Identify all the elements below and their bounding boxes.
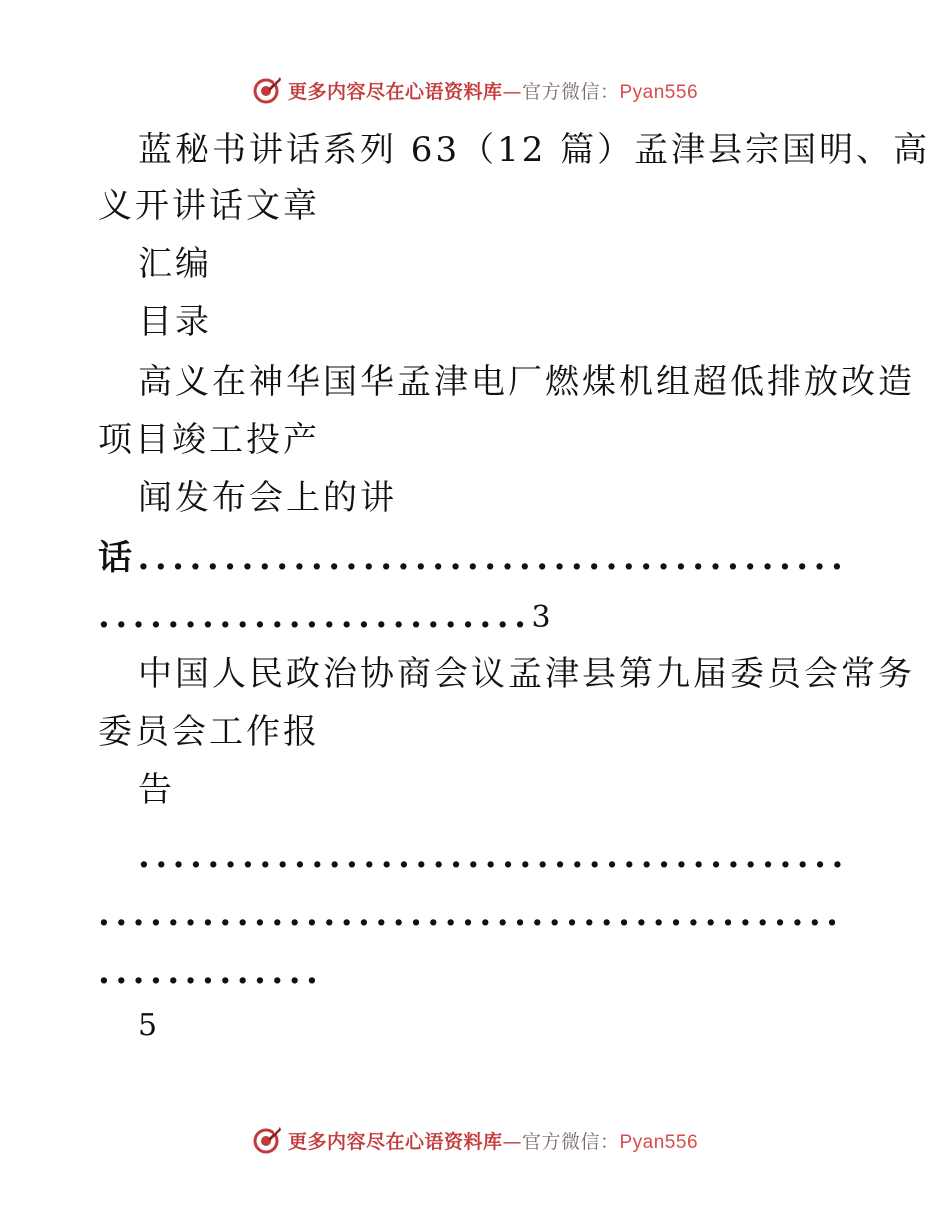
toc-heading: 目录 xyxy=(138,302,212,342)
watermark-dash: — xyxy=(502,80,522,103)
toc-entry-2-line-6: ............. xyxy=(98,952,324,992)
toc-entry-1-line-3: 闻发布会上的讲 xyxy=(138,478,397,518)
watermark-site-name: 更多内容尽在心语资料库 xyxy=(287,1130,503,1153)
watermark-site-name: 更多内容尽在心语资料库 xyxy=(287,80,503,103)
watermark-dash: — xyxy=(502,1130,522,1153)
toc-entry-1-line-2: 项目竣工投产 xyxy=(98,420,320,460)
toc-entry-2-line-2: 委员会工作报 xyxy=(98,712,320,752)
toc-entry-2-line-1: 中国人民政治协商会议孟津县第九届委员会常务 xyxy=(138,654,915,694)
watermark-wechat-id: Pyan556 xyxy=(619,1131,699,1153)
toc-entry-1-line-1: 高义在神华国华孟津电厂燃煤机组超低排放改造 xyxy=(138,362,915,402)
watermark-wechat-id: Pyan556 xyxy=(619,81,699,103)
pen-circle-logo-icon xyxy=(252,1125,282,1155)
pen-circle-logo-icon xyxy=(252,75,282,105)
watermark-wechat-label: 官方微信： xyxy=(521,1130,620,1153)
footer-watermark xyxy=(0,1120,950,1160)
watermark-wechat-label: 官方微信： xyxy=(521,80,620,103)
document-title-line-2: 义开讲话文章 xyxy=(98,186,320,226)
toc-entry-2-line-5: ........................................... xyxy=(98,894,844,934)
toc-entry-1-page-number: 3 xyxy=(531,600,551,635)
toc-entry-2-page-number: 5 xyxy=(138,1008,158,1043)
toc-entry-2-line-3: 告 xyxy=(138,770,175,810)
document-title-line-3: 汇编 xyxy=(138,244,212,284)
watermark-text xyxy=(288,77,698,104)
document-title-line-1: 蓝秘书讲话系列 63（12 篇）孟津县宗国明、高 xyxy=(138,130,931,170)
toc-entry-2-line-4: ......................................... xyxy=(138,836,849,876)
toc-entry-1-dots: ......................... xyxy=(98,596,532,636)
watermark-text xyxy=(288,1127,698,1154)
toc-entry-1-line-4: 话......................................... xyxy=(98,538,849,578)
toc-entry-1-leader xyxy=(98,596,551,638)
header-watermark xyxy=(0,70,950,110)
